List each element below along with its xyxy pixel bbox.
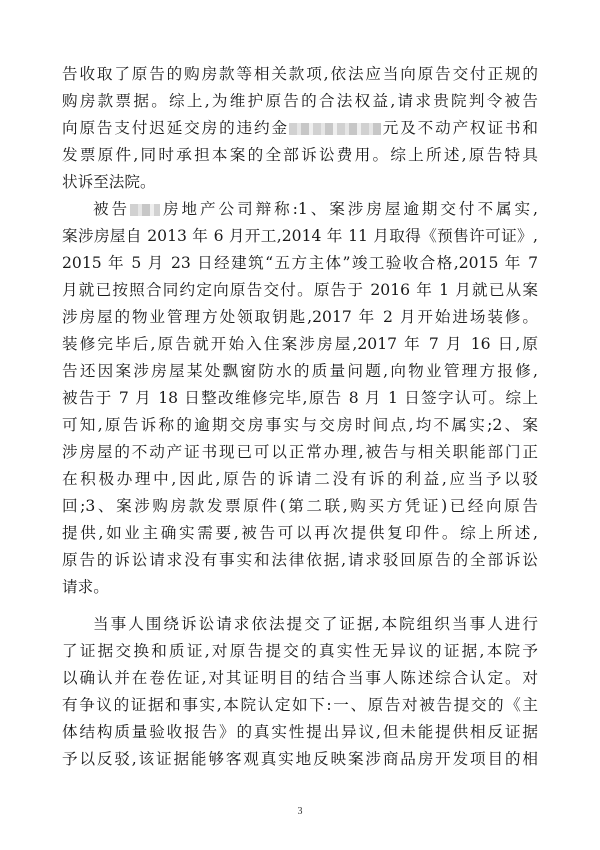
text-line: 购房款票据。综上,为维护原告的合法权益,请求贵院判令被告 — [62, 92, 538, 110]
document-body — [62, 61, 538, 773]
text-line: 予以反驳,该证据能够客观真实地反映案涉商品房开发项目的相 — [62, 750, 538, 768]
text-line: 回;3、案涉购房款发票原件(第二联,购买方凭证)已经向原告 — [62, 497, 538, 515]
text-line: 在积极办理中,因此,原告的诉请二没有诉的利益,应当予以驳 — [62, 470, 538, 488]
page-number: 3 — [297, 806, 303, 817]
text-line: 被告于 7 月 18 日整改维修完毕,原告 8 月 1 日签字认可。综上 — [62, 389, 538, 407]
text-segment: 被告 — [93, 200, 131, 218]
text-line: 了证据交换和质证,对原告提交的真实性无异议的证据,本院予 — [62, 642, 538, 660]
text-line: 原告的诉讼请求没有事实和法律依据,请求驳回原告的全部诉讼 — [62, 551, 538, 569]
text-line: 涉房屋的不动产证书现已可以正常办理,被告与相关职能部门正 — [62, 443, 538, 461]
text-line — [62, 115, 538, 142]
text-line: 月就已按照合同约定向原告交付。原告于 2016 年 1 月就已从案 — [62, 281, 538, 299]
text-line: 案涉房屋自 2013 年 6 月开工,2014 年 11 月取得《预售许可证》, — [62, 227, 538, 245]
text-line: 告还因案涉房屋某处飘窗防水的质量问题,向物业管理方报修, — [62, 362, 538, 380]
text-line: 状诉至法院。 — [62, 173, 156, 191]
redacted-amount — [289, 123, 381, 135]
text-line: 体结构质量验收报告》的真实性提出异议,但未能提供相反证据 — [62, 723, 538, 741]
paragraph — [62, 611, 538, 773]
paragraph — [62, 196, 538, 601]
text-line: 有争议的证据和事实,本院认定如下:一、原告对被告提交的《主 — [62, 696, 538, 714]
text-segment: 向原告支付迟延交房的违约金 — [62, 119, 289, 137]
text-line: 涉房屋的物业管理方处领取钥匙,2017 年 2 月开始进场装修。 — [62, 308, 538, 326]
text-line: 装修完毕后,原告就开始入住案涉房屋,2017 年 7 月 16 日,原 — [62, 335, 538, 353]
paragraph — [62, 61, 538, 196]
text-segment: 房地产公司辩称:1、案涉房屋逾期交付不属实, — [160, 200, 538, 218]
text-line: 当事人围绕诉讼请求依法提交了证据,本院组织当事人进行 — [93, 615, 538, 633]
text-line: 发票原件,同时承担本案的全部诉讼费用。综上所述,原告特具 — [62, 146, 538, 164]
text-line: 告收取了原告的购房款等相关款项,依法应当向原告交付正规的 — [62, 65, 538, 83]
text-line: 可知,原告诉称的逾期交房事实与交房时间点,均不属实;2、案 — [62, 416, 538, 434]
text-segment: 元及不动产权证书和 — [380, 119, 538, 137]
text-line: 2015 年 5 月 23 日经建筑“五方主体”竣工验收合格,2015 年 7 — [62, 254, 538, 272]
redacted-name — [130, 204, 160, 216]
text-line — [62, 196, 538, 223]
text-line: 以确认并在卷佐证,对其证明目的结合当事人陈述综合认定。对 — [62, 669, 538, 687]
text-line: 提供,如业主确实需要,被告可以再次提供复印件。综上所述, — [62, 524, 538, 542]
text-line: 请求。 — [62, 578, 109, 596]
